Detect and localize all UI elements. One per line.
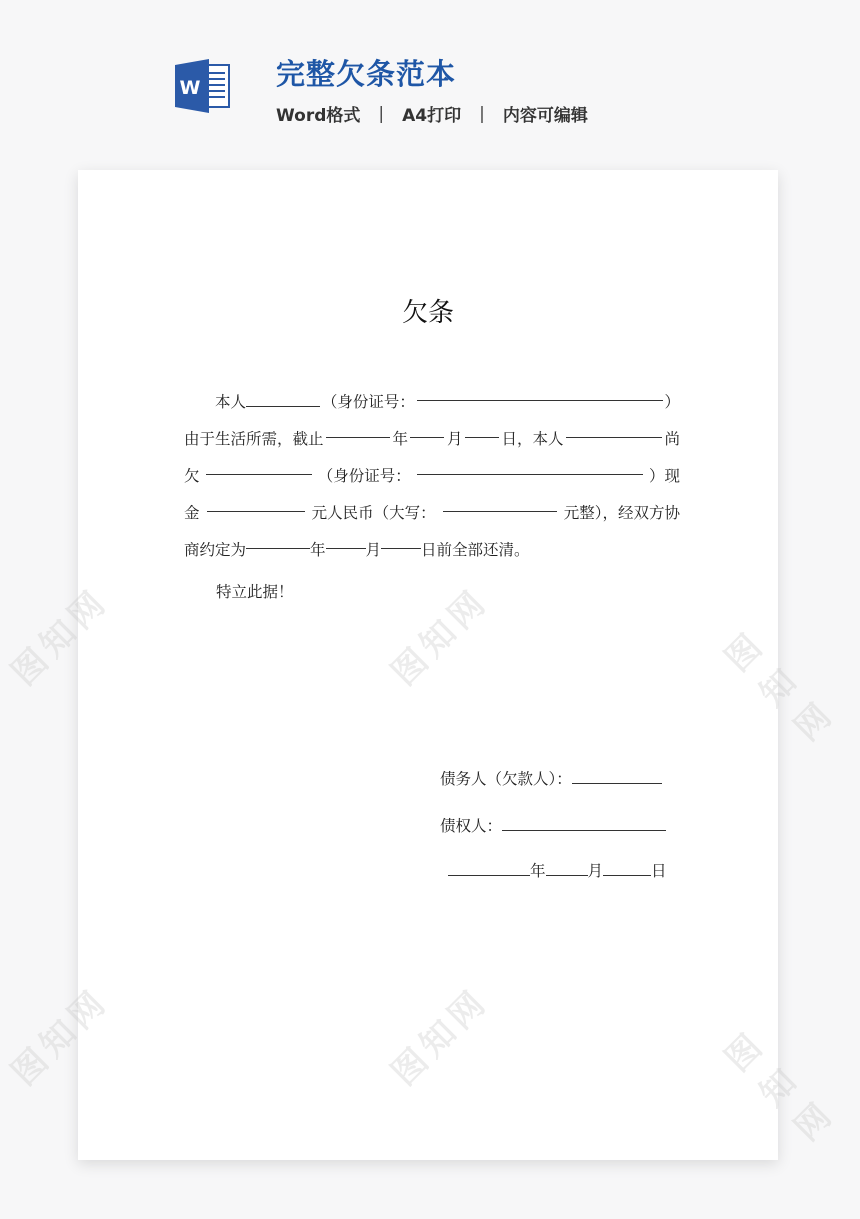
watermark: 图知网 (3, 980, 118, 1094)
text: 商约定为 (184, 541, 247, 559)
day-blank[interactable] (465, 421, 499, 438)
body-line-5 (184, 532, 680, 569)
document-page (3, 170, 844, 1160)
text: 年 (392, 430, 408, 448)
text: 本人 (215, 393, 247, 411)
header-tags (276, 101, 588, 126)
watermark: 图知网 (717, 623, 844, 749)
creditor-id-blank[interactable] (417, 458, 643, 475)
signature-date (448, 859, 667, 881)
tag-editable: 内容可编辑 (502, 106, 588, 126)
text: 月 (446, 430, 463, 448)
repay-year-blank[interactable] (246, 532, 310, 549)
text: 年 (310, 541, 326, 559)
name-blank[interactable] (246, 390, 320, 407)
text: 日前全部还清。 (421, 541, 530, 559)
svg-text:W: W (179, 77, 201, 99)
sign-day-blank[interactable] (603, 859, 651, 876)
text: 尚 (664, 430, 680, 448)
debtor-signature-blank[interactable] (572, 767, 662, 784)
repay-day-blank[interactable] (381, 532, 421, 549)
body-line-2 (184, 421, 680, 458)
id-number-blank[interactable] (417, 384, 663, 401)
text: 月 (587, 862, 604, 880)
header (0, 0, 860, 170)
header-title: 完整欠条范本 (276, 57, 457, 91)
creditor-name-blank[interactable] (206, 458, 312, 475)
tag-separator: | (378, 103, 385, 124)
text: 年 (530, 862, 546, 880)
text: 月 (365, 541, 382, 559)
text: 由于生活所需，截止 (184, 430, 324, 448)
text: 欠 (184, 467, 200, 485)
text: （身份证号： (321, 393, 415, 411)
tag-separator: | (479, 103, 485, 124)
watermark: 图知网 (3, 580, 118, 694)
month-blank[interactable] (410, 421, 444, 438)
amount-uppercase-blank[interactable] (443, 495, 557, 512)
sign-month-blank[interactable] (546, 859, 588, 876)
text: ）现 (648, 467, 680, 485)
watermark: 图知网 (383, 580, 498, 694)
text: 元整），经双方协 (563, 504, 680, 522)
body-line-3 (184, 458, 680, 495)
watermark: 图知网 (717, 1023, 844, 1149)
document-title: 欠条 (401, 298, 454, 328)
tag-print: A4打印 (402, 106, 462, 126)
document-body (184, 384, 680, 569)
text: 金 (184, 504, 200, 522)
repay-month-blank[interactable] (326, 532, 366, 549)
text: 日 (651, 862, 667, 880)
text: 元人民币（大写： (311, 504, 436, 522)
creditor-label: 债权人： (440, 817, 503, 835)
text: （身份证号： (317, 467, 411, 485)
body-line-1 (184, 384, 680, 421)
closing-note: 特立此据！ (216, 583, 294, 601)
sign-year-blank[interactable] (448, 859, 530, 876)
watermark: 图知网 (383, 980, 498, 1094)
creditor-signature (440, 814, 666, 836)
amount-blank[interactable] (207, 495, 305, 512)
body-line-4 (184, 495, 680, 532)
debtor-name-blank[interactable] (566, 421, 662, 438)
debtor-signature (440, 767, 662, 789)
word-icon (175, 59, 231, 113)
debtor-label: 债务人（欠款人）： (440, 770, 572, 788)
year-blank[interactable] (326, 421, 390, 438)
creditor-signature-blank[interactable] (502, 814, 666, 831)
text: 日，本人 (501, 430, 564, 448)
tag-format: Word格式 (276, 106, 361, 126)
text: ） (664, 393, 680, 411)
